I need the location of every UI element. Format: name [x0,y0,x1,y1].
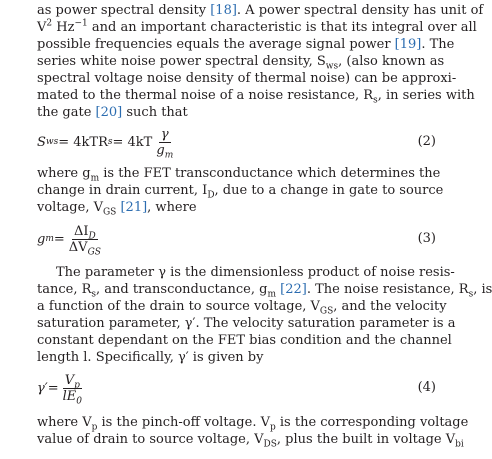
text-line-10: voltage, $V_{GS}$ [21], where [37,200,197,218]
equation-2-fraction: $\frac{\gamma}{g_m}$ [156,126,174,161]
text-line-7: the gate [20] such that [37,105,188,120]
text-line-4: series white noise power spectral density, $S_{ws}$, (also known as [37,54,445,72]
text-line-1: as power spectral density [18]. A power spectral density has unit of [37,3,484,18]
citation-21[interactable]: [21] [120,200,148,215]
text-line-2: $V^2$ $Hz^{-1}$ and an important characteristic is that its integral over all [37,18,477,35]
equation-4-fraction: $\frac{V_p}{lE_0}$ [62,372,83,407]
equation-3: g m = $\frac{\Delta I_D}{\Delta V_{GS}}$ (3) [37,221,436,257]
equation-2: S ws = 4kTR s = 4kT $\frac{\gamma}{g_m}$ (2) [37,124,436,160]
text-line-8: where $g_m$ is the FET transconductance which determines the [37,166,441,184]
citation-19[interactable]: [19] [394,37,422,52]
text-line-15: constant dependant on the FET bias condition and the channel [37,333,452,348]
text-line-13: a function of the drain to source voltage, $V_{GS}$, and the velocity [37,299,447,317]
text-line-9: change in drain current, $I_D$, due to a change in gate to source [37,183,444,201]
text-line-11: The parameter γ is the dimensionless product of noise resis- [56,265,455,280]
text-line-12: tance, $R_s$, and transconductance, $g_m$ [22]. The noise resistance, $R_s$, is [37,282,492,300]
text-line-3: possible frequencies equals the average signal power [19]. The [37,37,455,52]
text-line-16: length l. Specifically, γ′ is given by [37,350,264,365]
equation-3-fraction: $\frac{\Delta I_D}{\Delta V_{GS}}$ [68,223,101,258]
text-line-5: spectral voltage noise density of thermal noise) can be approxi- [37,71,457,86]
text-line-14: saturation parameter, γ′. The velocity saturation parameter is a [37,316,456,331]
text-line-18: value of drain to source voltage, $V_{DS}$, plus the built in voltage $V_{bi}$ [37,432,464,450]
equation-2-number: (2) [417,134,436,149]
equation-4-number: (4) [417,380,436,395]
equation-3-number: (3) [417,231,436,246]
text-line-6: mated to the thermal noise of a noise resistance, $R_s$, in series with [37,88,475,106]
citation-20[interactable]: [20] [95,105,123,120]
text-line-17: where $V_p$ is the pinch-off voltage. $V_p$ is the corresponding voltage [37,415,469,433]
equation-4: γ′ = $\frac{V_p}{lE_0}$ (4) [37,370,436,406]
citation-22[interactable]: [22] [280,282,307,297]
citation-18[interactable]: [18] [210,3,237,18]
